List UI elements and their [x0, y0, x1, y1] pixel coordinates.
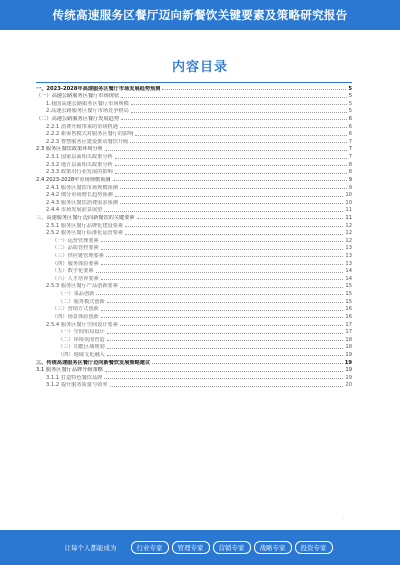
toc-leader-dots	[120, 325, 343, 326]
toc-entry-title: 2.5.1 服务区餐厅品牌化建设要素	[46, 222, 124, 229]
toc-entry-page: 5	[348, 108, 352, 115]
toc-entry-title: 2.3 服务区餐饮政策环境分析	[36, 146, 103, 153]
footer-tag: 营销专家	[213, 541, 251, 554]
toc-entry-page: 11	[345, 207, 352, 214]
toc-entry-page: 8	[348, 169, 352, 176]
toc-leader-dots	[101, 279, 344, 280]
toc-leader-dots	[115, 173, 347, 174]
toc-entry-page: 12	[345, 230, 352, 237]
toc-entry-title: （三）营销方式创新	[52, 306, 99, 313]
toc-entry-title: （四）场景体验创新	[52, 313, 99, 320]
toc-leader-dots	[152, 363, 343, 364]
toc-entry[interactable]	[36, 289, 352, 297]
toc-entry-title: 1.我国高速公路服务区餐厅市场规模	[46, 100, 129, 107]
toc-entry-title: （二）环境氛围营造	[58, 336, 105, 343]
toc-leader-dots	[101, 317, 344, 318]
toc-entry-page: 6	[348, 131, 352, 138]
toc-leader-dots	[121, 119, 347, 120]
toc-entry[interactable]	[36, 206, 352, 214]
toc-leader-dots	[107, 348, 344, 349]
toc-entry-title: 2.5.3 服务区餐厅产品创新要素	[46, 283, 118, 290]
toc-leader-dots	[105, 371, 343, 372]
toc-leader-dots	[137, 218, 344, 219]
toc-leader-dots	[107, 333, 344, 334]
toc-entry-title: 2.2.2 新零售模式对服务区餐厅的影响	[46, 131, 134, 138]
toc-entry[interactable]	[36, 107, 352, 115]
toc-entry[interactable]	[36, 328, 352, 336]
toc-entry[interactable]	[36, 282, 352, 290]
toc-entry[interactable]	[36, 236, 352, 244]
toc-entry-title: （一）菜品创新	[58, 291, 95, 298]
toc-entry-page: 5	[348, 93, 352, 100]
toc-leader-dots	[110, 386, 344, 387]
toc-entry-title: （一）运营管理要素	[52, 237, 99, 244]
toc-entry-title: 三、传统高速服务区餐厅迈向新餐饮发展策略建议	[36, 359, 151, 366]
toc-entry[interactable]	[36, 297, 352, 305]
toc-entry-page: 17	[345, 329, 352, 336]
toc-entry-page: 14	[345, 268, 352, 275]
toc-leader-dots	[101, 241, 344, 242]
toc-heading: 内容目录	[171, 60, 228, 75]
toc-leader-dots	[135, 135, 346, 136]
report-footer	[0, 530, 400, 565]
toc-entry-page: 7	[348, 138, 352, 145]
toc-leader-dots	[113, 180, 347, 181]
toc-leader-dots	[121, 97, 347, 98]
toc-leader-dots	[115, 165, 347, 166]
toc-entry[interactable]	[36, 183, 352, 191]
toc-entry-title: （二）高速公路服务区餐厅发展趋势	[36, 116, 120, 123]
page-marker: ·	[343, 517, 345, 522]
toc-entry-title: （三）功能区域规划	[58, 344, 105, 351]
toc-leader-dots	[96, 272, 344, 273]
toc-entry[interactable]	[36, 152, 352, 160]
toc-entry[interactable]	[36, 244, 352, 252]
toc-entry-title: 2.5.2 服务区餐厅标准化运营要素	[46, 230, 124, 237]
toc-leader-dots	[120, 127, 347, 128]
toc-entry[interactable]	[36, 145, 352, 153]
toc-entry[interactable]	[36, 259, 352, 267]
footer-tag: 行业专家	[131, 541, 169, 554]
toc-entry-page: 18	[345, 336, 352, 343]
toc-entry-title: 三、高速服务区餐厅迈向新餐饮的关键要素	[36, 214, 135, 221]
toc-entry-page: 9	[348, 176, 352, 183]
toc-entry[interactable]	[36, 191, 352, 199]
toc-entry-page: 5	[348, 100, 352, 107]
toc-entry[interactable]	[36, 350, 352, 358]
toc-entry-title: （五）数字化要素	[52, 268, 94, 275]
toc-entry-title: 2.4.4 市场发展前景展望	[46, 207, 103, 214]
toc-entry[interactable]	[36, 229, 352, 237]
toc-entry[interactable]	[36, 251, 352, 259]
toc-entry[interactable]	[36, 358, 352, 366]
toc-entry[interactable]	[36, 175, 352, 183]
toc-entry-page: 15	[345, 298, 352, 305]
toc-entry-title: 3.1 服务区餐厅品牌升级策略	[36, 367, 103, 374]
toc-entry[interactable]	[36, 84, 352, 92]
toc-entry-title: （四）地域文化融入	[58, 351, 105, 358]
toc-entry-page: 7	[348, 154, 352, 161]
toc-leader-dots	[104, 211, 343, 212]
toc-entry-title: 2.高速公路服务区餐厅市场竞争格局	[46, 108, 129, 115]
toc-entry-title: 2.4 2023-2028年市场规模预测	[36, 176, 111, 183]
toc-leader-dots	[101, 310, 344, 311]
toc-entry[interactable]	[36, 373, 352, 381]
toc-entry-page: 16	[345, 306, 352, 313]
toc-leader-dots	[107, 340, 344, 341]
toc-entry-page: 15	[345, 283, 352, 290]
toc-entry-title: 2.3.1 国家层面相关政策分析	[46, 154, 113, 161]
toc-entry-title: 3.1.1 打造特色餐饮品牌	[46, 374, 103, 381]
report-title: 传统高速服务区餐厅迈向新餐饮关键要素及策略研究报告	[52, 8, 348, 22]
toc-leader-dots	[106, 256, 344, 257]
toc-entry[interactable]	[36, 312, 352, 320]
toc-leader-dots	[125, 226, 343, 227]
toc-top-rule	[36, 82, 352, 83]
toc-entry-title: （四）服务体验要素	[52, 260, 99, 267]
toc-entry-title: （三）供应链管理要素	[52, 253, 104, 260]
toc-entry-page: 10	[345, 199, 352, 206]
toc-entry[interactable]	[36, 137, 352, 145]
toc-leader-dots	[162, 89, 346, 90]
toc-entry-page: 13	[345, 260, 352, 267]
toc-leader-dots	[107, 355, 344, 356]
toc-entry[interactable]	[36, 99, 352, 107]
toc-entry-page: 9	[348, 184, 352, 191]
toc-entry-title: （一）空间布局设计	[58, 329, 105, 336]
footer-tag: 战略专家	[254, 541, 292, 554]
toc-entry[interactable]	[36, 221, 352, 229]
toc-entry-page: 6	[348, 123, 352, 130]
toc-entry-page: 8	[348, 161, 352, 168]
toc-leader-dots	[120, 203, 343, 204]
footer-tag: 管理专家	[172, 541, 210, 554]
toc-entry-page: 15	[345, 291, 352, 298]
toc-entry-page: 10	[345, 192, 352, 199]
toc-entry-page: 11	[345, 214, 352, 221]
toc-entry-title: 一、2023-2028年高速服务区餐厅市场发展趋势预测	[36, 85, 161, 92]
toc-entry-title: 2.4.1 服务区餐饮市场规模预测	[46, 184, 118, 191]
toc-entry[interactable]	[36, 320, 352, 328]
toc-entry[interactable]	[36, 114, 352, 122]
toc-entry[interactable]	[36, 122, 352, 130]
footer-slogan: 让每个人都能成为	[64, 544, 117, 552]
toc-entry-title: 2.4.2 细分市场增长趋势预测	[46, 192, 113, 199]
table-of-contents	[36, 84, 352, 388]
toc-entry[interactable]	[36, 267, 352, 275]
toc-entry-page: 7	[348, 146, 352, 153]
toc-entry-title: （二）品质管控要素	[52, 245, 99, 252]
toc-entry-title: 2.4.3 服务区餐饮消费需求预测	[46, 199, 118, 206]
toc-leader-dots	[105, 150, 347, 151]
toc-entry-title: 2.2.3 智慧服务区建设推动餐饮升级	[46, 138, 129, 145]
toc-entry-title: 2.3.3 政策对行业发展的影响	[46, 169, 113, 176]
toc-entry-page: 12	[345, 222, 352, 229]
toc-entry[interactable]	[36, 335, 352, 343]
footer-tag: 投资专家	[295, 541, 333, 554]
toc-entry-title: 2.5.4 服务区餐厅空间设计要素	[46, 321, 118, 328]
toc-leader-dots	[115, 158, 347, 159]
toc-entry-page: 13	[345, 253, 352, 260]
toc-entry-title: （一）高速公路服务区餐厅市场现状	[36, 93, 120, 100]
toc-leader-dots	[96, 294, 343, 295]
toc-entry[interactable]	[36, 213, 352, 221]
toc-entry-page: 19	[345, 367, 352, 374]
toc-entry[interactable]	[36, 381, 352, 389]
toc-entry[interactable]	[36, 160, 352, 168]
toc-entry-page: 5	[348, 85, 352, 92]
toc-entry[interactable]	[36, 274, 352, 282]
report-header	[0, 0, 400, 30]
toc-leader-dots	[131, 104, 347, 105]
toc-leader-dots	[131, 112, 347, 113]
toc-entry[interactable]	[36, 343, 352, 351]
toc-entry-page: 16	[345, 313, 352, 320]
toc-entry-page: 19	[344, 359, 352, 366]
toc-entry-page: 20	[345, 382, 352, 389]
toc-leader-dots	[101, 264, 344, 265]
toc-entry-page: 18	[345, 344, 352, 351]
toc-leader-dots	[125, 234, 343, 235]
toc-entry-page: 6	[348, 116, 352, 123]
toc-entry[interactable]	[36, 366, 352, 374]
toc-entry-title: （六）人才培养要素	[52, 275, 99, 282]
toc-entry-page: 19	[345, 374, 352, 381]
toc-entry-title: 2.3.2 地方层面相关政策分析	[46, 161, 113, 168]
toc-leader-dots	[115, 196, 344, 197]
toc-entry-title: （二）服务模式创新	[58, 298, 105, 305]
toc-leader-dots	[120, 188, 347, 189]
toc-entry-page: 19	[345, 351, 352, 358]
toc-entry[interactable]	[36, 168, 352, 176]
toc-leader-dots	[104, 378, 343, 379]
toc-entry-page: 17	[345, 321, 352, 328]
toc-entry-page: 14	[345, 275, 352, 282]
toc-entry-page: 13	[345, 245, 352, 252]
toc-entry-page: 12	[345, 237, 352, 244]
toc-leader-dots	[130, 142, 346, 143]
toc-entry-title: 2.2.1 消费升级带来的市场机遇	[46, 123, 118, 130]
toc-leader-dots	[101, 249, 344, 250]
toc-entry-title: 3.1.2 提升服务质量与效率	[46, 382, 108, 389]
toc-entry[interactable]	[36, 198, 352, 206]
toc-entry[interactable]	[36, 130, 352, 138]
toc-leader-dots	[107, 302, 344, 303]
toc-leader-dots	[120, 287, 343, 288]
toc-entry[interactable]	[36, 92, 352, 100]
toc-entry[interactable]	[36, 305, 352, 313]
